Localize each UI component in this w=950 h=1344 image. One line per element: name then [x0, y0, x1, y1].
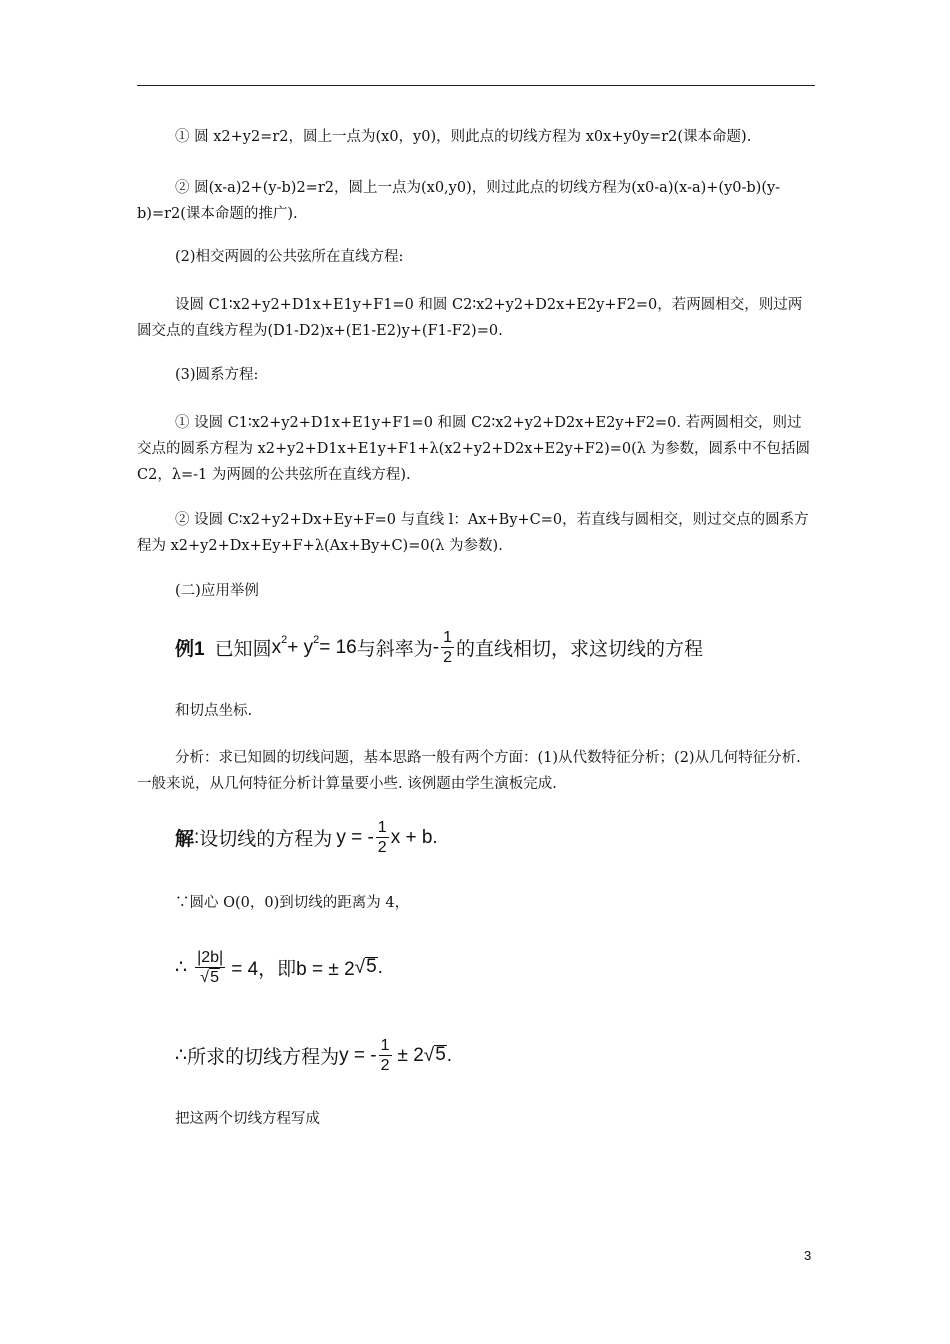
paragraph-example-cont: 和切点坐标. [175, 703, 253, 719]
distance-equation: ∴ |2b| √ 5 = 4， 即b = ± 2 √ 5 . [175, 949, 383, 986]
page-number: 3 [804, 1248, 812, 1263]
paragraph-circle-family-heading: (3)圆系方程: [175, 367, 259, 383]
example-1-label: 例1 [175, 639, 205, 660]
paragraph-analysis: 分析：求已知圆的切线问题，基本思路一般有两个方面：(1)从代数特征分析；(2)从几何特征分析. 一般来说，从几何特征分析计算量要小些. 该例题由学生演板完成. [137, 750, 801, 792]
tangent-equation-result: ∴ 所求的切线方程为 y = - $\frac{1}{2}$ ± 2 √ 5 . [175, 1037, 453, 1074]
paragraph-tangent-circle-general: ② 圆(x-a)2+(y-b)2=r2，圆上一点为(x0,y0)，则过此点的切线方程为(x0-a)(x-a)+(y0-b)(y-b)=r2(课本命题的推广). [137, 180, 781, 222]
paragraph-rewrite: 把这两个切线方程写成 [175, 1111, 320, 1127]
fraction-one-half: $\frac{1}{2}$ [377, 819, 387, 856]
paragraph-common-chord-heading: (2)相交两圆的公共弦所在直线方程: [175, 249, 404, 265]
solution-label: 解 [175, 829, 195, 850]
paragraph-distance: ∵圆心 O(0，0)到切线的距离为 4， [175, 895, 410, 911]
example-1-statement: 例1 已知圆 x 2 + y 2 = 16 与斜率为 - $\frac{1}{2}$ 的直线相切，求这切线的方程 [175, 629, 703, 666]
fraction-one-half: $\frac{1}{2}$ [380, 1037, 390, 1074]
fraction-one-half: $\frac{1}{2}$ [443, 629, 452, 666]
paragraph-common-chord: 设圆 C1∶x2+y2+D1x+E1y+F1=0 和圆 C2∶x2+y2+D2x+E2y+F2=0，若两圆相交，则过两圆交点的直线方程为(D1-D2)x+(E1-E2)y+(F1-F2)=0. [137, 297, 803, 339]
paragraph-tangent-circle-origin: ① 圆 x2+y2=r2，圆上一点为(x0，y0)，则此点的切线方程为 x0x+y0y=r2(课本命题). [175, 129, 752, 145]
sqrt-symbol: √ 5 [354, 955, 377, 978]
sqrt-symbol: √ 5 [200, 969, 219, 986]
paragraph-examples-heading: (二)应用举例 [175, 583, 259, 599]
sqrt-symbol: √ 5 [423, 1043, 446, 1066]
paragraph-circle-family-1: ① 设圆 C1∶x2+y2+D1x+E1y+F1=0 和圆 C2∶x2+y2+D2x+E2y+F2=0. 若两圆相交，则过交点的圆系方程为 x2+y2+D1x+E1y+F1+λ(x2+y2+D2x+E2y+F2)=0(λ 为参数，圆系中不包括圆 C2，λ=-1 为两圆的公共弦所在直线方程). [137, 415, 811, 483]
header-rule [137, 85, 815, 86]
paragraph-circle-family-2: ② 设圆 C∶x2+y2+Dx+Ey+F=0 与直线 l：Ax+By+C=0，若直线与圆相交，则过交点的圆系方程为 x2+y2+Dx+Ey+F+λ(Ax+By+C)=0(λ 为参数). [137, 512, 809, 554]
fraction-abs-2b-over-root5: |2b| √ 5 [197, 949, 224, 986]
solution-line: 解 : 设切线的方程为 y = - $\frac{1}{2}$ x + b. [175, 819, 438, 856]
